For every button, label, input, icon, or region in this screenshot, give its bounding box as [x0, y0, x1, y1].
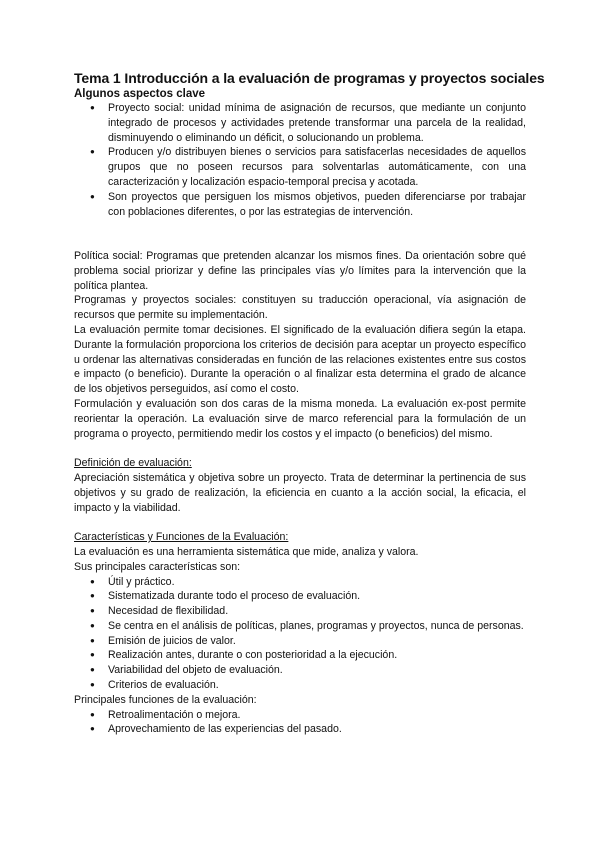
list-item: ● Variabilidad del objeto de evaluación. [74, 663, 526, 678]
definition-text: Apreciación sistemática y objetiva sobre un proyecto. Trata de determinar la pertinencia de sus objetivos y su grado de realización, la eficiencia en cuanto a la acción social, la eficacia, el impacto y la viabilidad. [74, 471, 526, 514]
document-subtitle: Algunos aspectos clave [74, 88, 206, 100]
paragraph-programas-proyectos: Programas y proyectos sociales: constituyen su traducción operacional, vía asignación de recursos que permite su implementación. [74, 294, 526, 322]
document-content [74, 70, 545, 737]
functions-intro: Principales funciones de la evaluación: [74, 693, 257, 706]
list-item: ● Son proyectos que persiguen los mismos objetivos, pueden diferenciarse por trabajar con poblaciones diferentes, o por las estrategias de intervención. [74, 190, 526, 220]
definition-heading: Definición de evaluación: [74, 457, 192, 470]
characteristics-list [74, 575, 526, 693]
functions-list [74, 708, 526, 738]
list-item: ● Proyecto social: unidad mínima de asignación de recursos, que mediante un conjunto integrado de procesos y actividades pretende transformar una parcela de la realidad, disminuyendo o eliminando un déficit, o solucionando un problema. [74, 101, 526, 145]
document-title: Tema 1 Introducción a la evaluación de programas y proyectos sociales [74, 70, 545, 86]
list-item: ● Necesidad de flexibilidad. [74, 604, 526, 619]
characteristics-intro: La evaluación es una herramienta sistemática que mide, analiza y valora. [74, 545, 419, 558]
spacer [74, 515, 526, 530]
list-item: ● Criterios de evaluación. [74, 678, 526, 693]
list-item: ● Producen y/o distribuyen bienes o servicios para satisfacerlas necesidades de aquellos grupos que no poseen recursos para solventarlas automáticamente, con una caracterización y localización espacio-temporal precisa y acotada. [74, 145, 526, 189]
characteristics-list-intro: Sus principales características son: [74, 560, 241, 573]
paragraph-politica-social: Política social: Programas que pretenden alcanzar los mismos fines. Da orientación sobre qué problema social priorizar y define las principales vías y/o límites para la intervención que la política plantea. [74, 249, 526, 292]
list-item: ● Sistematizada durante todo el proceso de evaluación. [74, 589, 526, 604]
list-item: ● Realización antes, durante o con posterioridad a la ejecución. [74, 648, 526, 663]
key-points-list [74, 101, 526, 219]
list-item: ● Útil y práctico. [74, 575, 526, 590]
spacer [74, 234, 526, 249]
characteristics-heading: Características y Funciones de la Evaluación: [74, 531, 289, 544]
list-item: ● Emisión de juicios de valor. [74, 634, 526, 649]
list-item: ● Se centra en el análisis de políticas, planes, programas y proyectos, nunca de personas. [74, 619, 526, 634]
spacer [74, 441, 526, 456]
spacer [74, 219, 526, 234]
list-item: ● Aprovechamiento de las experiencias del pasado. [74, 722, 526, 737]
paragraph-evaluacion-decisiones: La evaluación permite tomar decisiones. El significado de la evaluación difiera según la etapa. Durante la formulación proporciona los criterios de decisión para aceptar un proyecto específico u ordenar las alternativas consideradas en función de las relaciones existentes entre sus costos e impacto (o beneficio). Durante la operación o al finalizar esta determina el grado de alcance de los objetivos perseguidos, así como el costo. [74, 323, 526, 396]
list-item: ● Retroalimentación o mejora. [74, 708, 526, 723]
paragraph-formulacion-evaluacion: Formulación y evaluación son dos caras de la misma moneda. La evaluación ex-post permite reorientar la operación. La evaluación sirve de marco referencial para la formulación de un programa o proyecto, permitiendo medir los costos y el impacto (o beneficios) del mismo. [74, 397, 526, 440]
